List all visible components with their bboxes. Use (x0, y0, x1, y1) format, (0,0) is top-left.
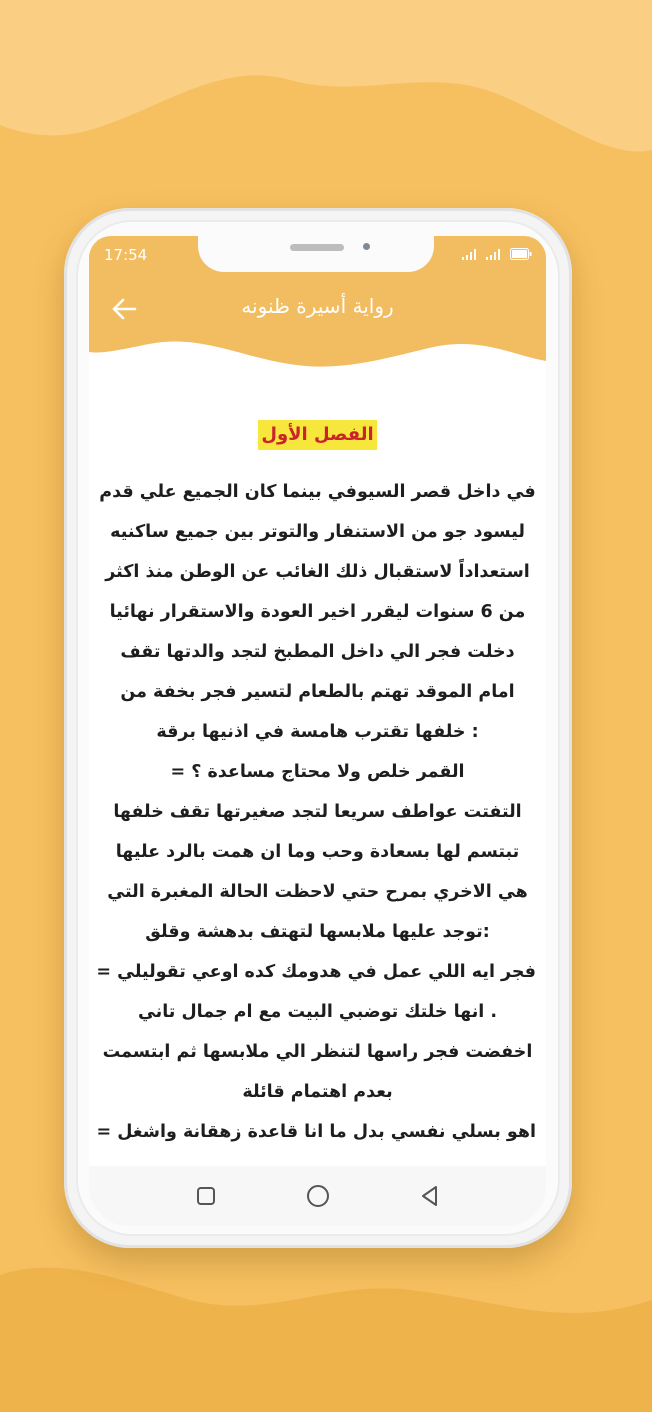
text-line: امام الموقد تهتم بالطعام لتسير فجر بخفة من (120, 682, 515, 702)
text-line: من 6 سنوات ليقرر اخير العودة والاستقرار نهائيا (109, 602, 526, 622)
chapter-body (89, 472, 546, 1152)
chapter-title: الفصل الأول (258, 420, 376, 450)
text-line: دخلت فجر الي داخل المطبخ لتجد والدتها تقف (120, 642, 515, 662)
signal-icon-2 (486, 248, 504, 260)
text-line: في داخل قصر السيوفي بينما كان الجميع علي قدم (99, 482, 536, 502)
text-line: ليسود جو من الاستنفار والتوتر بين جميع ساكنيه (110, 522, 525, 542)
text-line: اخفضت فجر راسها لتنظر الي ملابسها ثم ابتسمت (102, 1042, 533, 1062)
phone-speaker (290, 244, 344, 251)
text-line: القمر خلص ولا محتاج مساعدة ؟ = (170, 762, 465, 782)
status-time: 17:54 (104, 246, 148, 264)
battery-icon (510, 248, 532, 260)
status-icons (462, 248, 532, 260)
text-line: هي الاخري بمرح حتي لاحظت الحالة المغبرة التي (107, 882, 528, 902)
text-line: بعدم اهتمام قائلة (242, 1082, 393, 1102)
triangle-back-icon[interactable] (416, 1182, 444, 1210)
signal-icon (462, 248, 480, 260)
text-line: استعداداً لاستقبال ذلك الغائب عن الوطن منذ اكثر (105, 562, 530, 582)
text-line: : خلفها تقترب هامسة في اذنيها برقة (156, 722, 479, 742)
text-line: التفتت عواطف سريعا لتجد صغيرتها تقف خلفها (113, 802, 522, 822)
phone-camera (363, 243, 370, 250)
text-line: فجر ايه اللي عمل في هدومك كده اوعي تقوليلي = (96, 962, 536, 982)
app-title: رواية أسيرة ظنونه (241, 294, 394, 318)
navigation-bar (89, 1166, 546, 1226)
text-line: اهو بسلي نفسي بدل ما انا قاعدة زهقانة واشغل = (96, 1122, 536, 1142)
square-icon[interactable] (192, 1182, 220, 1210)
phone-notch (198, 236, 434, 272)
text-line: . انها خلتك توضبي البيت مع ام جمال تاني (137, 1002, 498, 1022)
text-line: :توجد عليها ملابسها لتهتف بدهشة وقلق (145, 922, 490, 942)
circle-icon[interactable] (304, 1182, 332, 1210)
chapter-content (89, 404, 546, 1166)
text-line: تبتسم لها بسعادة وحب وما ان همت بالرد عليها (115, 842, 520, 862)
app-screen (89, 236, 546, 1166)
